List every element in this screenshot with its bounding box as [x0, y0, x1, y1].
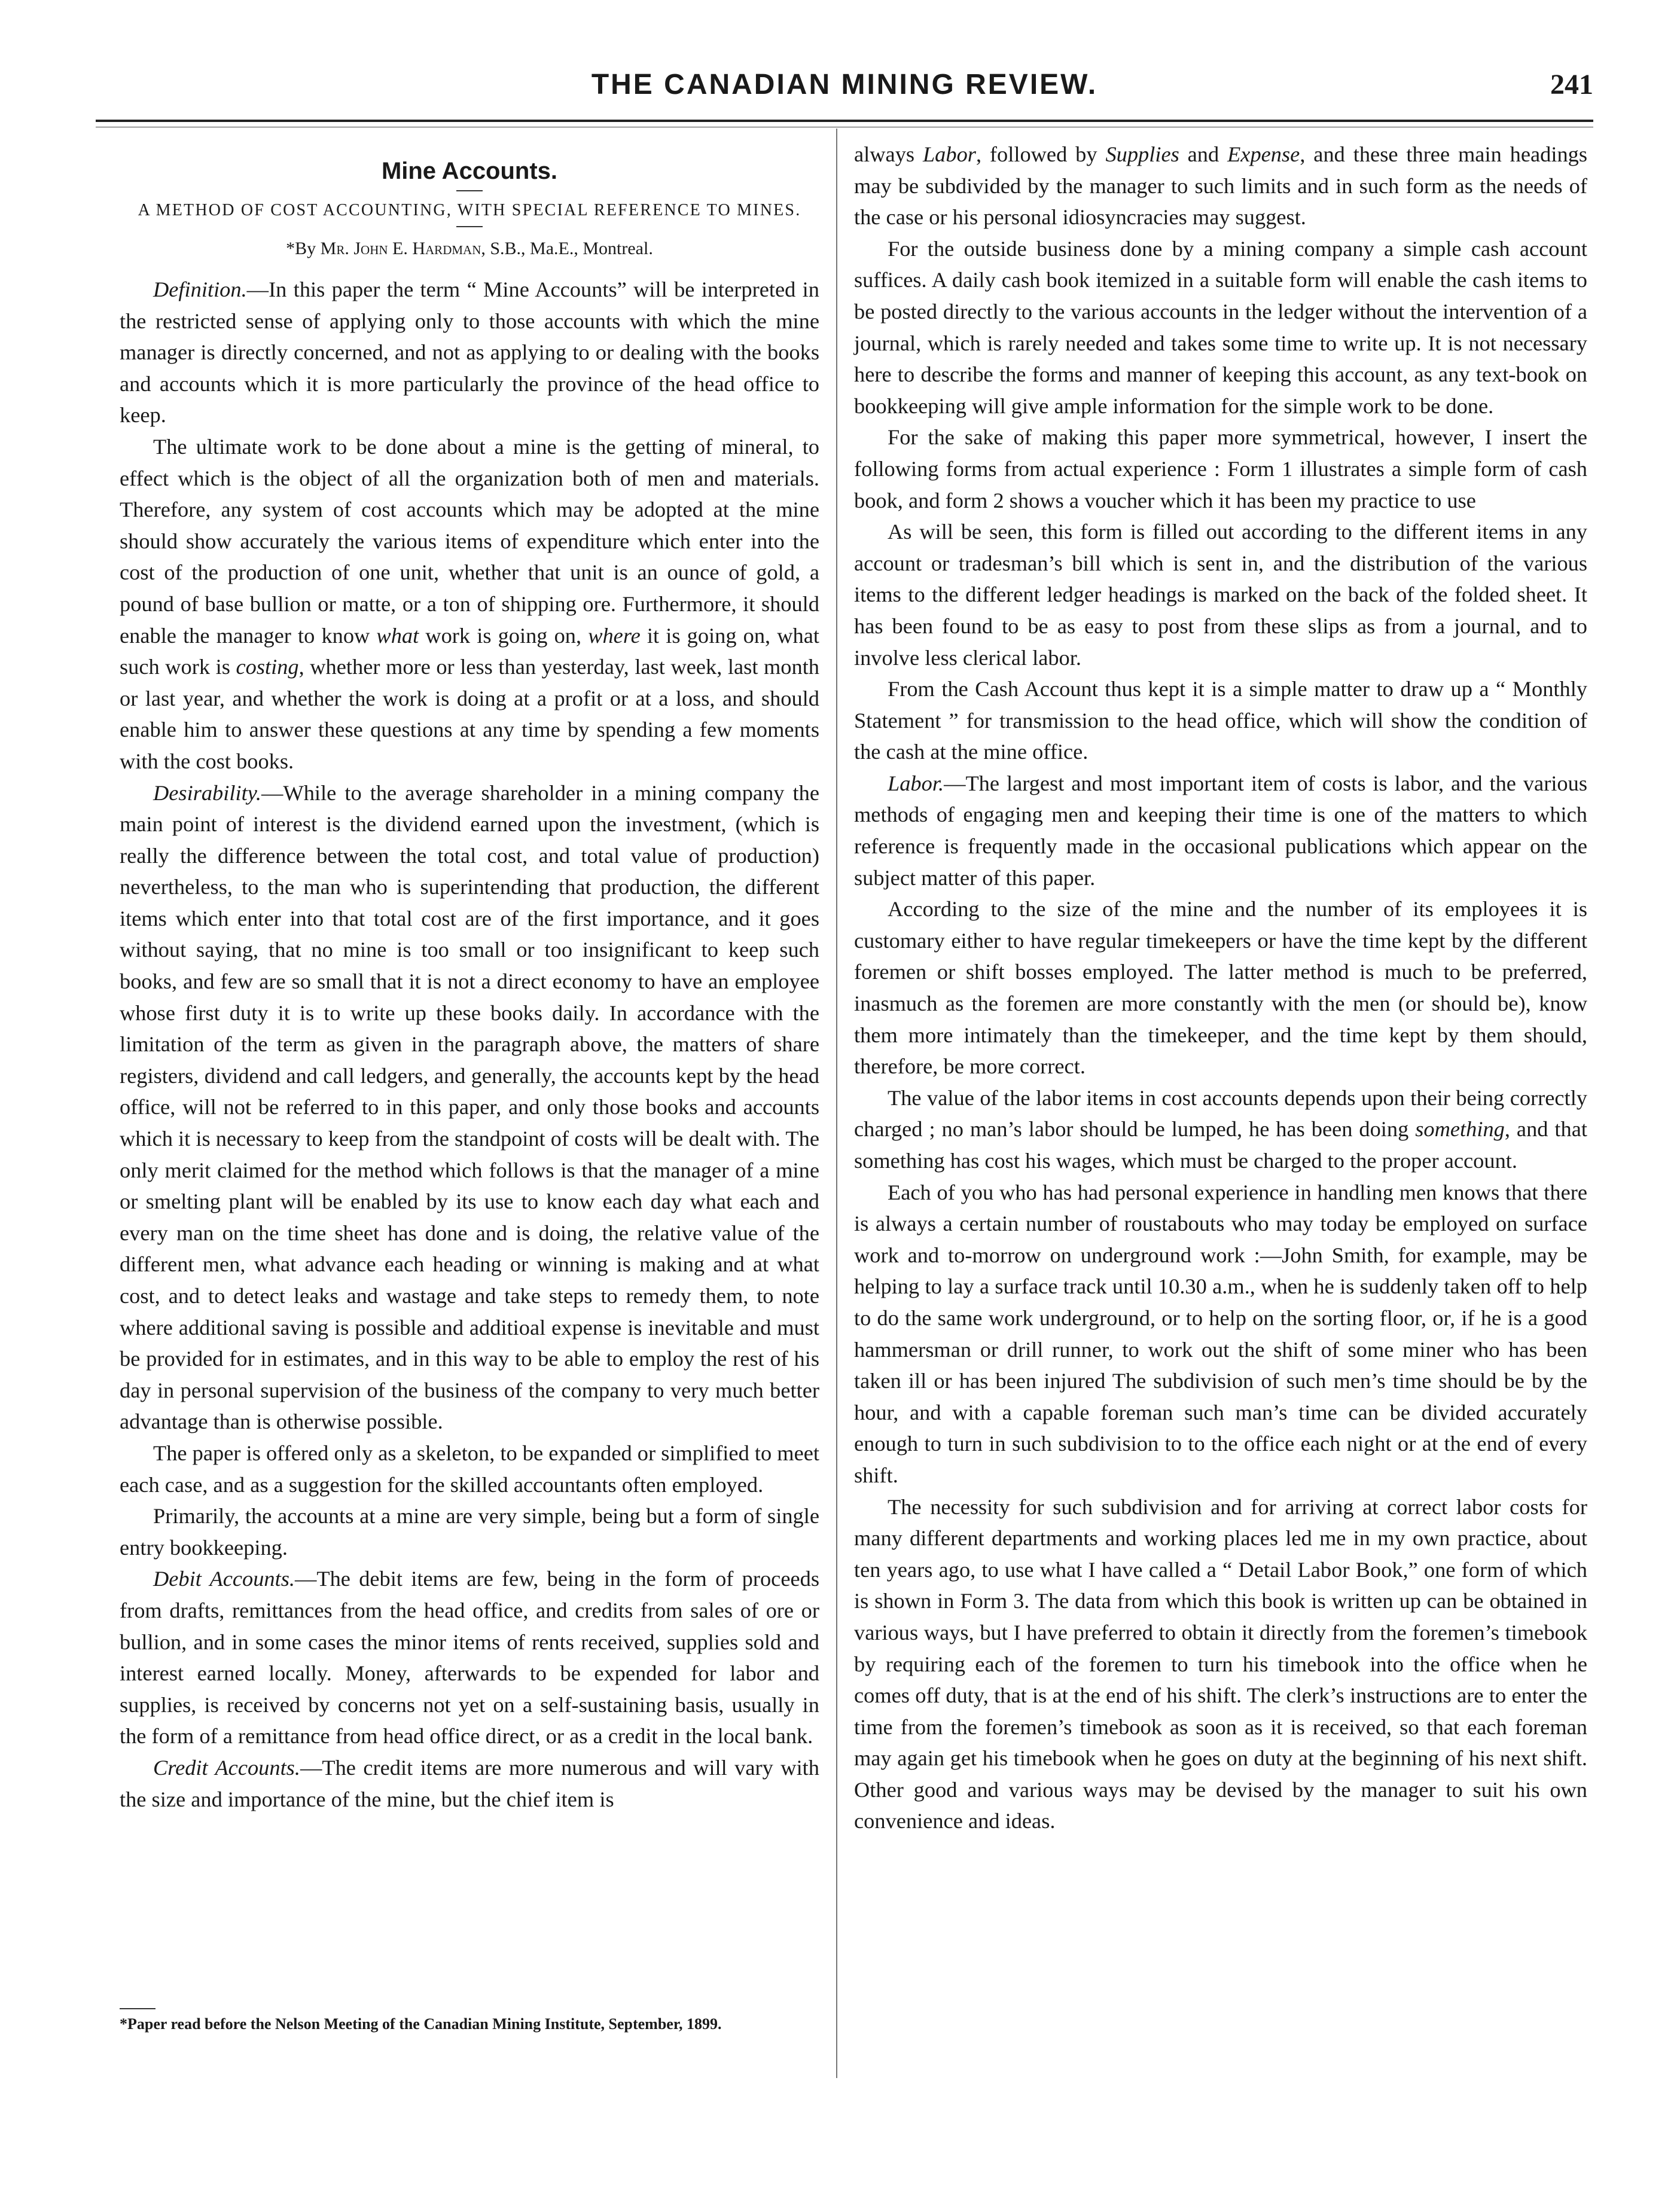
- paragraph-text: —While to the average shareholder in a mining company the main point of interest is the dividend earned upon the investment, (which is really the difference between the total cost, and total value of production) nevertheless, to the man who is superintending that production, the different items which enter into that total cost are of the first importance, and it goes without saying, that no mine is too small or too insignificant to keep such books, and few are so small that it is not a direct economy to have an employee whose first duty it is to write up these books daily. In accordance with the limitation of the term as given in the paragraph above, the matters of share registers, dividend and call ledgers, and generally, the accounts kept by the head office, will not be referred to in this paper, and only those books and accounts which it is necessary to keep from the standpoint of costs will be dealt with. The only merit claimed for the method which follows is that the manager of a mine or smelting plant will be enabled by its use to know each day what each and every man on the time sheet has done and is doing, the relative value of the different men, what advance each heading or winning is making and at what cost, and to detect leaks and wastage and take steps to remedy them, to note where additional saving is possible and additioal expense is inevitable and must be provided for in estimates, and in this way to be able to employ the rest of his day in personal supervision of the business of the company to very much better advantage than is otherwise possible.: [120, 780, 819, 1434]
- emphasis-word: Supplies: [1105, 142, 1179, 166]
- paragraph-text: , followed by: [975, 142, 1106, 166]
- paragraph-roustabouts: Each of you who has had personal experience in handling men knows that there is always a certain number of roustabouts who may today be employed on surface work and to-morrow on underground work :—John Smith, for example, may be helping to lay a surface track until 10.30 a.m., when he is suddenly taken off to help to do the same work underground, or to help on the sorting floor, or, if he is a good hammersman or drill runner, to work out the shift of some miner who has been taken ill or has been injured The subdivision of such men’s time should be by the hour, and with a capable foreman such man’s time can be divided accurately enough to turn in such subdivision to to the office each night or at the end of every shift.: [854, 1180, 1587, 1487]
- article-subtitle: A METHOD OF COST ACCOUNTING, WITH SPECIAL REFERENCE TO MINES.: [138, 201, 801, 219]
- paragraph-ultimate-work: [120, 431, 819, 777]
- paragraph-text: , and these three main headings may be subdivided by the manager to such limits and in such form as the needs of the case or his personal idiosyncracies may suggest.: [854, 142, 1587, 230]
- article-title: Mine Accounts.: [381, 158, 558, 184]
- paragraph-text: —In this paper the term “ Mine Accounts” will be interpreted in the restricted sense of applying only to those accounts with which the mine manager is directly concerned, and not as applying to or dealing with the books and accounts which it is more particularly the province of the head office to keep.: [120, 277, 819, 428]
- paragraph-definition: [120, 274, 819, 431]
- column-divider: [836, 129, 837, 2078]
- paragraph-continued: [854, 139, 1587, 233]
- paragraph-labor: [854, 768, 1587, 893]
- author-name: Mr. John E. Hardman: [320, 239, 481, 258]
- paragraph-forms: For the sake of making this paper more symmetrical, however, I insert the following forms from actual experience : Form 1 illustrates a simple form of cash book, and form 2 shows a voucher which it has been my practice to use: [854, 425, 1587, 512]
- paragraph-text: always: [854, 142, 923, 166]
- paragraph-text: and: [1179, 142, 1228, 166]
- journal-title: THE CANADIAN MINING REVIEW.: [591, 69, 1098, 100]
- right-column: [854, 139, 1587, 1837]
- paragraph-text: The value of the labor items in cost accounts depends upon their being correctly charged ; no man’s labor should be lumped, he has been doing: [854, 1085, 1587, 1142]
- title-dash: [456, 190, 483, 191]
- paragraph-text: , and that something has cost his wages, which must be charged to the proper account.: [854, 1117, 1587, 1173]
- paragraph-debit-accounts: [120, 1563, 819, 1752]
- paragraph-text: —The largest and most important item of costs is labor, and the various methods of engaging men and keeping their time is one of the matters to which reference is frequently made in the occasional publications which appear on the subject matter of this paper.: [854, 771, 1587, 890]
- paragraph-monthly-statement: From the Cash Account thus kept it is a simple matter to draw up a “ Monthly Statement ” for transmission to the head office, which will show the condition of the cash at the mine office.: [854, 677, 1587, 764]
- paragraph-credit-accounts: [120, 1752, 819, 1815]
- page-number: 241: [1550, 69, 1593, 100]
- paragraph-primarily: Primarily, the accounts at a mine are very simple, being but a form of single entry bookkeeping.: [120, 1504, 819, 1560]
- paragraph-text: work is going on,: [419, 623, 589, 648]
- run-in-heading: Definition.: [153, 277, 247, 301]
- paragraph-text: —The debit items are few, being in the form of proceeds from drafts, remittances from the head office, and credits from sales of ore or bullion, and in some cases the minor items of rents received, supplies sold and interest earned locally. Money, afterwards to be expended for labor and supplies, is received by concerns not yet on a self-sustaining basis, usually in the form of a remittance from head office direct, or as a credit in the local bank.: [120, 1567, 819, 1749]
- byline-credentials: , S.B., Ma.E., Montreal.: [481, 239, 653, 258]
- footnote: *Paper read before the Nelson Meeting of the Canadian Mining Institute, September, 1899.: [120, 2015, 722, 2033]
- paragraph-labor-value: [854, 1082, 1587, 1177]
- paragraph-text: it is going on, what such work is: [120, 623, 819, 679]
- left-column: [120, 144, 819, 1815]
- paragraph-timekeepers: According to the size of the mine and the number of its employees it is customary either to have regular timekeepers or have the time kept by the different foremen or shift bosses employed. The latter method is much to be preferred, inasmuch as the foremen are more constantly with the men (or should be), know them more intimately than the timekeeper, and the time kept by them should, therefore, be more correct.: [854, 897, 1587, 1079]
- paragraph-voucher: As will be seen, this form is filled out according to the different items in any account or tradesman’s bill which is sent in, and the distribution of the various items to the different ledger headings is marked on the back of the folded sheet. It has been found to be as easy to post from these slips as from a journal, and to involve less clerical labor.: [854, 520, 1587, 670]
- paragraph-text: , whether more or less than yesterday, last week, last month or last year, and whether the work is doing at a profit or at a loss, and should enable him to answer these questions at any time by spending a few moments with the cost books.: [120, 655, 819, 773]
- header-rule-thick: [96, 120, 1593, 122]
- subtitle-dash: [456, 226, 483, 227]
- emphasis-word: Expense: [1227, 142, 1300, 166]
- run-in-heading: Credit Accounts.: [153, 1755, 300, 1780]
- run-in-heading: Labor.: [888, 771, 944, 795]
- paragraph-text: The ultimate work to be done about a mine is the getting of mineral, to effect which is the object of all the organization both of men and materials. Therefore, any system of cost accounts which may be adopted at the mine should show accurately the various items of expenditure which enter into the cost of the production of one unit, whether that unit is an ounce of gold, a pound of base bullion or matte, or a ton of shipping ore. Furthermore, it should enable the manager to know: [120, 434, 819, 648]
- paragraph-detail-labor-book: The necessity for such subdivision and for arriving at correct labor costs for many different departments and working places led me in my own practice, about ten years ago, to use what I have called a “ Detail Labor Book,” one form of which is shown in Form 3. The data from which this book is written up can be obtained in various ways, but I have preferred to obtain it directly from the foremen’s timebook by requiring each of the foremen to turn his timebook into the office when he comes off duty, that is at the end of his shift. The clerk’s instructions are to enter the time from the foremen’s timebook as soon as it is received, so that each foreman may again get his timebook when he goes on duty at the beginning of his next shift. Other good and various ways may be devised by the manager to suit his own convenience and ideas.: [854, 1494, 1587, 1833]
- emphasis-word: costing: [236, 655, 299, 679]
- byline-prefix: *By: [286, 239, 321, 258]
- run-in-heading: Desirability.: [153, 780, 261, 805]
- paragraph-cash-account: For the outside business done by a mining company a simple cash account suffices. A daily cash book itemized in a suitable form will enable the cash items to be posted directly to the various accounts in the ledger without the intervention of a journal, which is rarely needed and takes some time to write up. It is not necessary here to describe the forms and manner of keeping this account, as any text-book on bookkeeping will give ample information for the simple work to be done.: [854, 236, 1587, 418]
- paragraph-desirability: [120, 777, 819, 1438]
- paragraph-skeleton: The paper is offered only as a skeleton, to be expanded or simplified to meet each case, and as a suggestion for the skilled accountants often employed.: [120, 1441, 819, 1497]
- run-in-heading: Debit Accounts.: [153, 1567, 295, 1591]
- byline: [120, 236, 819, 262]
- paragraph-text: —The credit items are more numerous and will vary with the size and importance of the mine, but the chief item is: [120, 1755, 819, 1811]
- footnote-rule: [120, 2008, 155, 2009]
- emphasis-word: something: [1415, 1117, 1505, 1142]
- emphasis-word: Labor: [922, 142, 976, 166]
- running-head: [96, 65, 1593, 112]
- emphasis-word: where: [588, 623, 641, 648]
- emphasis-word: what: [376, 623, 419, 648]
